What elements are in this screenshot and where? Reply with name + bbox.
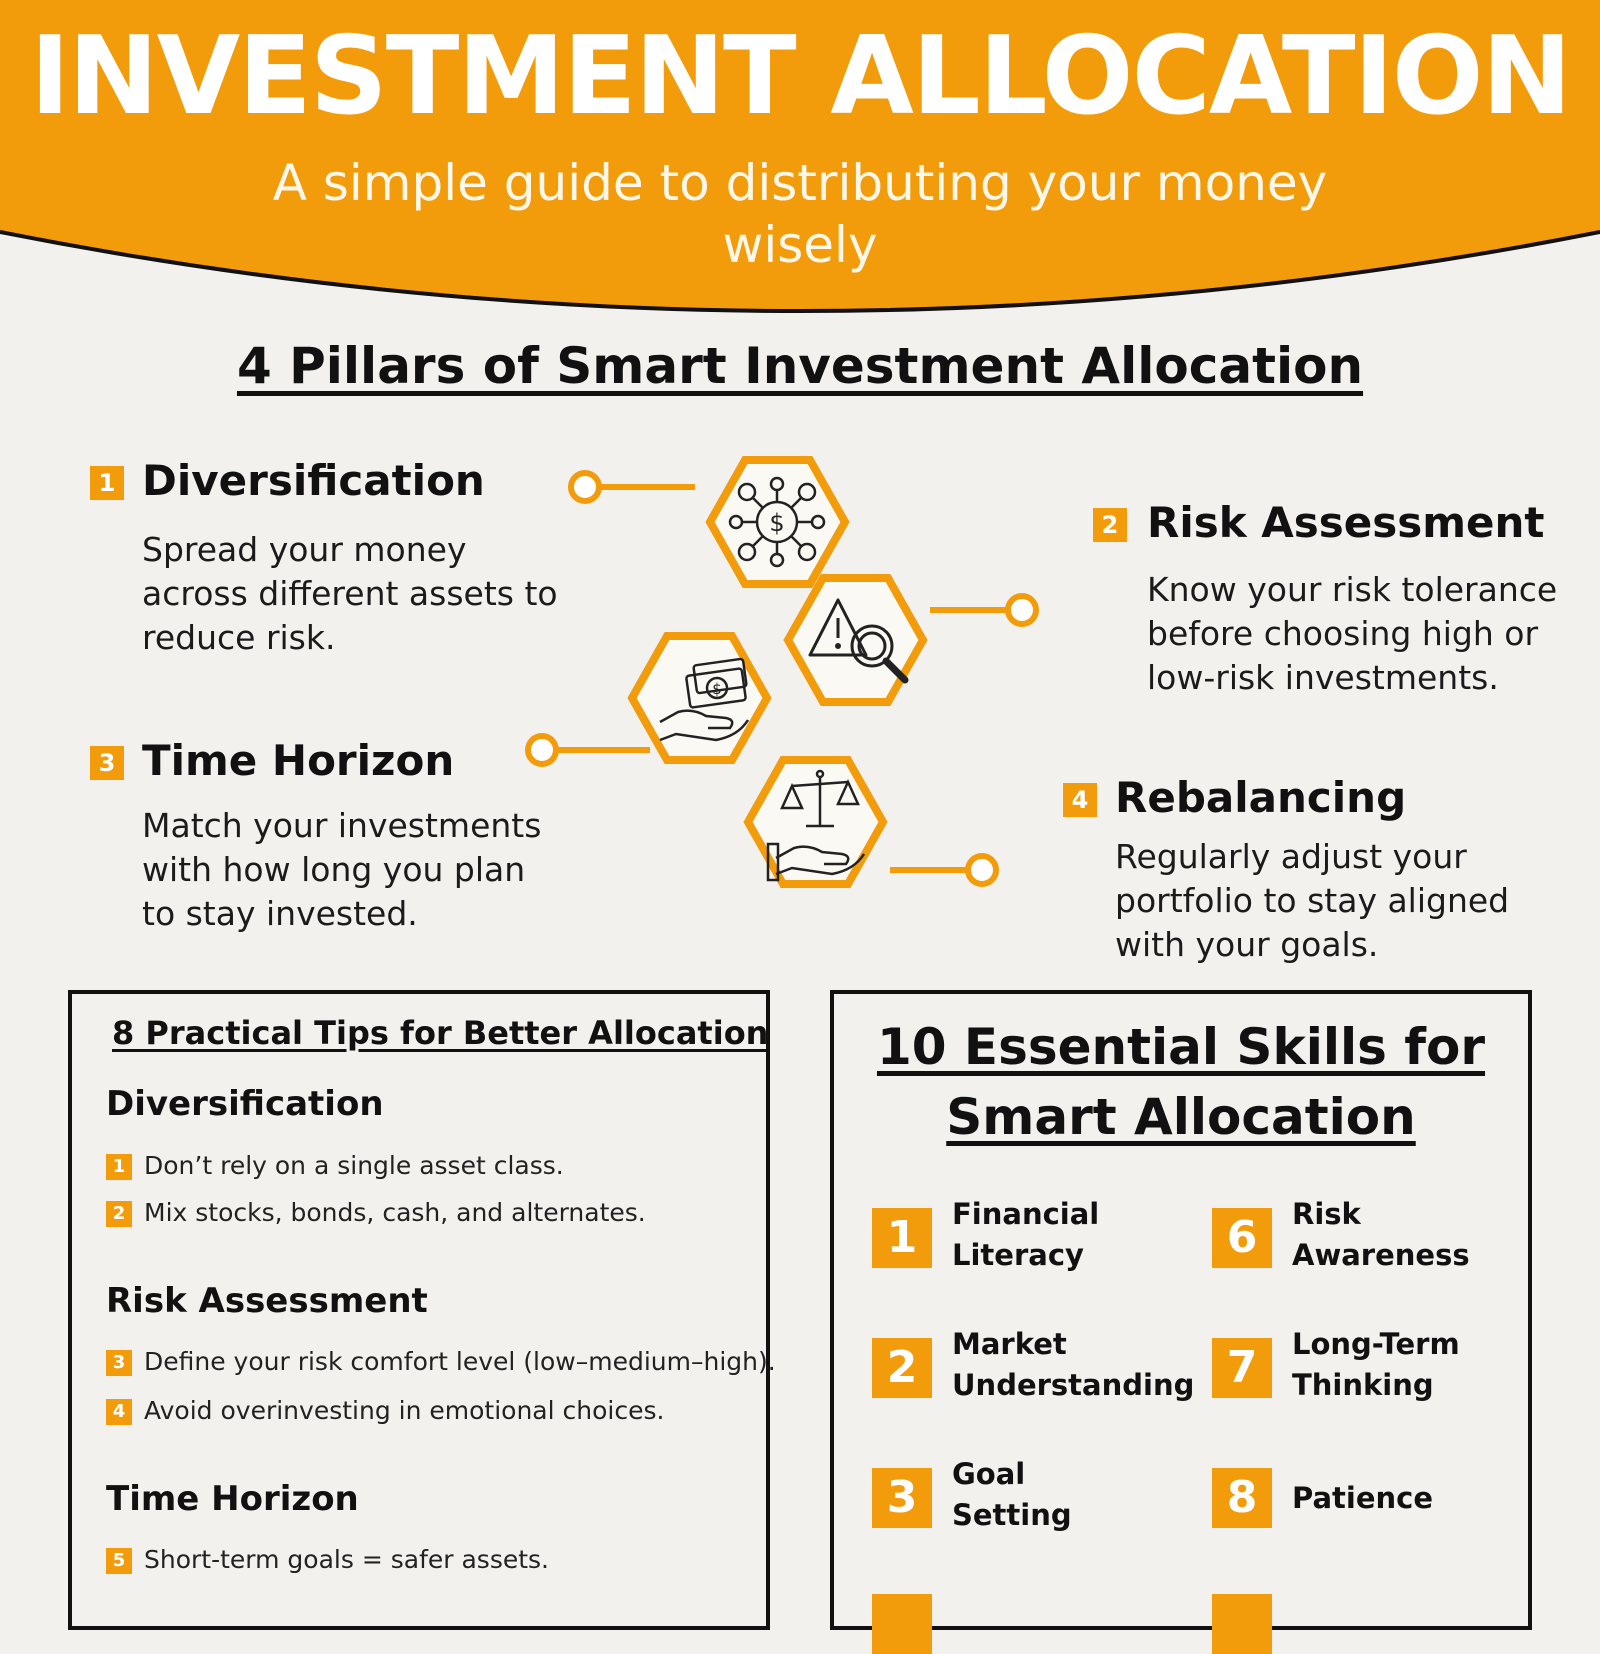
tip-item <box>106 1347 776 1376</box>
skill-number-badge-cropped <box>872 1594 932 1654</box>
skill-label: Long-Term Thinking <box>1292 1327 1460 1402</box>
connector-dot <box>968 856 996 884</box>
skill-label: Market Understanding <box>952 1327 1195 1402</box>
pillar-title: Diversification <box>142 456 485 505</box>
tip-number-badge: 1 <box>106 1154 132 1180</box>
connector-dot <box>1008 596 1036 624</box>
tip-number-badge: 5 <box>106 1548 132 1574</box>
skill-label: Risk Awareness <box>1292 1197 1470 1272</box>
tip-text: Avoid overinvesting in emotional choices. <box>144 1396 665 1425</box>
hexagon-risk <box>788 578 923 702</box>
skill-number-badge: 2 <box>872 1338 932 1398</box>
skill-number-badge: 6 <box>1212 1208 1272 1268</box>
skill-number-badge: 7 <box>1212 1338 1272 1398</box>
skills-heading <box>834 1012 1528 1152</box>
tips-section-title: Time Horizon <box>106 1479 359 1519</box>
pillar-description: Match your investments with how long you plan to stay invested. <box>142 806 542 933</box>
pillar-number-badge: 2 <box>1093 508 1127 542</box>
pillar-description: Know your risk tolerance before choosing high or low-risk investments. <box>1147 570 1558 697</box>
tips-section-title: Diversification <box>106 1084 384 1124</box>
page-subtitle: A simple guide to distributing your money wisely <box>272 154 1328 274</box>
pillar-description: Spread your money across different assets to reduce risk. <box>142 530 558 657</box>
skills-heading-line1: 10 Essential Skills for <box>876 1018 1486 1076</box>
connector-dot <box>571 473 599 501</box>
tip-number-badge: 2 <box>106 1201 132 1227</box>
skills-panel <box>830 990 1532 1630</box>
pillars-heading: 4 Pillars of Smart Investment Allocation <box>236 337 1364 395</box>
tip-text: Don’t rely on a single asset class. <box>144 1151 564 1180</box>
tip-item <box>106 1545 549 1574</box>
tip-text: Mix stocks, bonds, cash, and alternates. <box>144 1198 646 1227</box>
tip-item <box>106 1198 646 1227</box>
tip-text: Short-term goals = safer assets. <box>144 1545 550 1574</box>
skill-label: Patience <box>1292 1481 1434 1515</box>
skill-number-badge: 8 <box>1212 1468 1272 1528</box>
skill-label: Financial Literacy <box>952 1197 1100 1272</box>
tip-number-badge: 3 <box>106 1350 132 1376</box>
connector-dot <box>528 736 556 764</box>
pillar-number-badge: 4 <box>1063 783 1097 817</box>
skill-number-badge: 3 <box>872 1468 932 1528</box>
tips-section-title: Risk Assessment <box>106 1281 428 1321</box>
skill-number-badge-cropped <box>1212 1594 1272 1654</box>
tips-heading: 8 Practical Tips for Better Allocation <box>112 1014 769 1052</box>
tip-text: Define your risk comfort level (low–medium–high). <box>144 1347 776 1376</box>
pillar-number-badge: 3 <box>90 746 124 780</box>
pillar-title: Time Horizon <box>142 736 455 785</box>
pillar-number-badge: 1 <box>90 466 124 500</box>
pillar-title: Rebalancing <box>1115 773 1407 822</box>
pillars-hexagon-diagram <box>520 450 1080 920</box>
tip-number-badge: 4 <box>106 1399 132 1425</box>
pillar-description: Regularly adjust your portfolio to stay aligned with your goals. <box>1115 837 1510 964</box>
page-title: INVESTMENT ALLOCATION <box>30 14 1570 139</box>
svg-text:$: $ <box>769 509 785 537</box>
tips-panel <box>68 990 776 1630</box>
skill-label: Goal Setting <box>952 1457 1072 1532</box>
skill-number-badge: 1 <box>872 1208 932 1268</box>
skills-heading-line2: Smart Allocation <box>946 1088 1416 1146</box>
svg-text:$: $ <box>712 680 722 698</box>
tip-item <box>106 1396 664 1425</box>
tip-item <box>106 1151 564 1180</box>
pillar-title: Risk Assessment <box>1147 498 1545 547</box>
